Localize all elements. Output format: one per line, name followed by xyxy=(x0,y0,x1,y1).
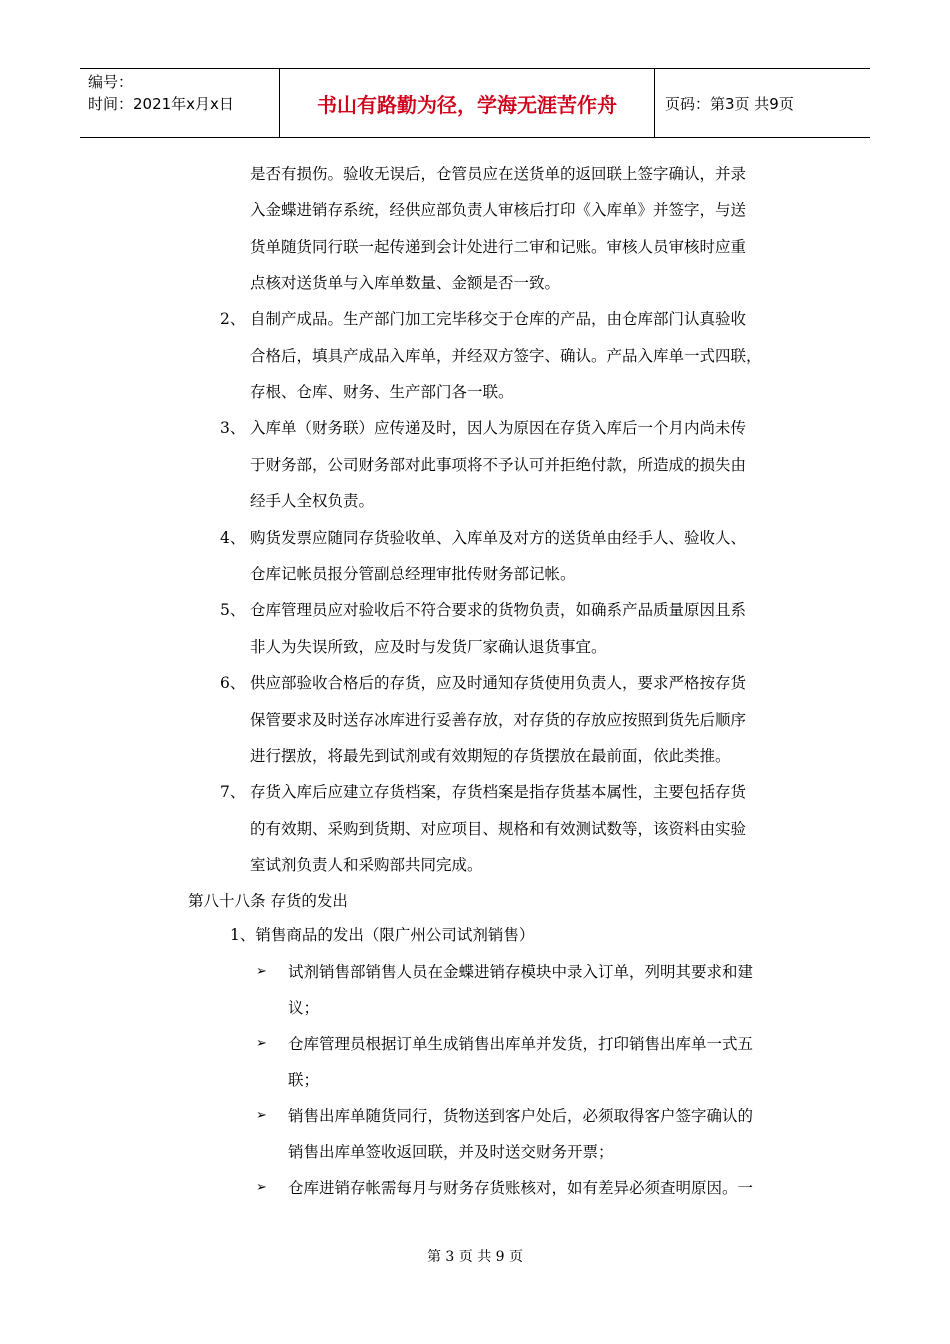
header-page-info: 页码：第3页 共9页 xyxy=(665,94,794,113)
item-line: 保管要求及时送存冰库进行妥善存放，对存货的存放应按照到货先后顺序 xyxy=(250,711,747,729)
page-header xyxy=(80,68,870,138)
bullet-line: 销售出库单随货同行，货物送到客户处后，必须取得客户签字确认的 xyxy=(288,1107,754,1125)
item-number: 4、 xyxy=(220,529,246,547)
item-line: 仓库管理员应对验收后不符合要求的货物负责，如确系产品质量原因且系 xyxy=(250,601,747,619)
item-number: 3、 xyxy=(220,419,246,437)
item-line: 存货入库后应建立存货档案，存货档案是指存货基本属性，主要包括存货 xyxy=(250,783,747,801)
item-line: 非人为失误所致，应及时与发货厂家确认退货事宜。 xyxy=(250,638,607,656)
date-label: 时间：2021年x月x日 xyxy=(88,95,234,113)
bullet-line: 议； xyxy=(288,999,320,1017)
intro-line: 点核对送货单与入库单数量、金额是否一致。 xyxy=(250,274,561,292)
item-number: 5、 xyxy=(220,601,246,619)
item-line: 购货发票应随同存货验收单、入库单及对方的送货单由经手人、验收人、 xyxy=(250,529,747,547)
bullet-line: 仓库进销存帐需每月与财务存货账核对，如有差异必须查明原因。一 xyxy=(288,1179,754,1197)
item-line: 供应部验收合格后的存货，应及时通知存货使用负责人，要求严格按存货 xyxy=(250,674,747,692)
header-motto: 书山有路勤为径，学海无涯苦作舟 xyxy=(280,69,655,137)
bullet-line: 仓库管理员根据订单生成销售出库单并发货，打印销售出库单一式五 xyxy=(288,1035,754,1053)
item-line: 存根、仓库、财务、生产部门各一联。 xyxy=(250,383,514,401)
bullet-arrow-icon: ➢ xyxy=(256,964,267,979)
item-line: 自制产成品。生产部门加工完毕移交于仓库的产品，由仓库部门认真验收 xyxy=(250,310,747,328)
item-line: 进行摆放，将最先到试剂或有效期短的存货摆放在最前面，依此类推。 xyxy=(250,747,731,765)
item-number: 6、 xyxy=(220,674,246,692)
page-footer: 第 3 页 共 9 页 xyxy=(426,1249,524,1265)
bullet-arrow-icon: ➢ xyxy=(256,1036,267,1051)
bullet-line: 销售出库单签收返回联，并及时送交财务开票； xyxy=(288,1143,614,1161)
code-label: 编号： xyxy=(88,73,134,91)
item-line: 室试剂负责人和采购部共同完成。 xyxy=(250,856,483,874)
item-line: 于财务部，公司财务部对此事项将不予认可并拒绝付款，所造成的损失由 xyxy=(250,456,747,474)
header-meta xyxy=(80,69,280,137)
intro-line: 是否有损伤。验收无误后，仓管员应在送货单的返回联上签字确认，并录 xyxy=(250,165,747,183)
bullet-line: 联； xyxy=(288,1071,320,1089)
bullet-arrow-icon: ➢ xyxy=(256,1180,267,1195)
item-line: 合格后，填具产成品入库单，并经双方签字、确认。产品入库单一式四联， xyxy=(250,347,762,365)
bullet-line: 试剂销售部销售人员在金蝶进销存模块中录入订单，列明其要求和建 xyxy=(288,963,754,981)
intro-line: 入金蝶进销存系统，经供应部负责人审核后打印《入库单》并签字，与送 xyxy=(250,201,747,219)
item-number: 7、 xyxy=(220,783,246,801)
item-line: 仓库记帐员报分管副总经理审批传财务部记帐。 xyxy=(250,565,576,583)
item-number: 2、 xyxy=(220,310,246,328)
item-line: 的有效期、采购到货期、对应项目、规格和有效测试数等，该资料由实验 xyxy=(250,820,747,838)
sub-heading: 1、销售商品的发出（限广州公司试剂销售） xyxy=(230,926,535,944)
intro-line: 货单随货同行联一起传递到会计处进行二审和记账。审核人员审核时应重 xyxy=(250,238,747,256)
item-line: 经手人全权负责。 xyxy=(250,492,375,510)
item-line: 入库单（财务联）应传递及时，因人为原因在存货入库后一个月内尚未传 xyxy=(250,419,747,437)
bullet-arrow-icon: ➢ xyxy=(256,1108,267,1123)
article-heading: 第八十八条 存货的发出 xyxy=(188,892,348,910)
